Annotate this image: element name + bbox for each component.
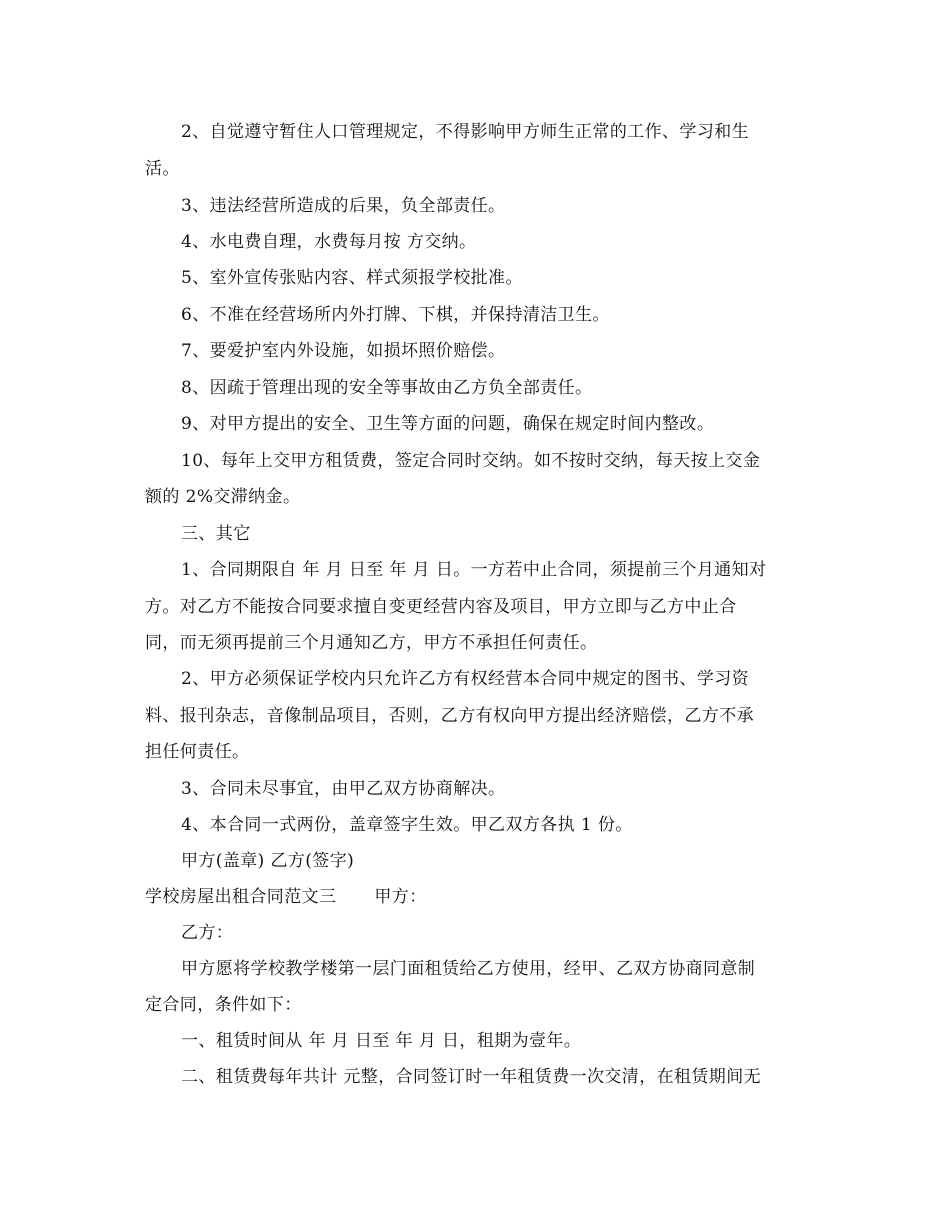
clause-line: 3、合同未尽事宜，由甲乙双方协商解决。 — [181, 779, 506, 799]
clause-line: 2、甲方必须保证学校内只允许乙方有权经营本合同中规定的图书、学习资 — [181, 669, 750, 689]
clause-line: 4、本合同一式两份，盖章签字生效。甲乙双方各执 1 份。 — [181, 815, 633, 835]
clause-line: 方。对乙方不能按合同要求擅自变更经营内容及项目，甲方立即与乙方中止合 — [145, 597, 737, 617]
clause-line: 4、水电费自理，水费每月按 方交纳。 — [181, 232, 477, 252]
clause-line: 1、合同期限自 年 月 日至 年 月 日。一方若中止合同，须提前三个月通知对 — [181, 560, 767, 580]
section-heading: 三、其它 — [181, 524, 251, 544]
party-a-label: 甲方： — [374, 887, 427, 907]
signature-line: 甲方(盖章) 乙方(签字) — [181, 851, 355, 871]
clause-line: 料、报刊杂志，音像制品项目，否则，乙方有权向甲方提出经济赔偿，乙方不承 — [145, 706, 754, 726]
document-title-line — [145, 886, 427, 908]
clause-line: 2、自觉遵守暂住人口管理规定，不得影响甲方师生正常的工作、学习和生 — [181, 122, 750, 142]
clause-line: 7、要爱护室内外设施，如损坏照价赔偿。 — [181, 341, 506, 361]
clause-line: 甲方愿将学校教学楼第一层门面租赁给乙方使用，经甲、乙双方协商同意制 — [181, 959, 756, 979]
clause-line: 活。 — [145, 159, 180, 179]
clause-line: 同，而无须再提前三个月通知乙方，甲方不承担任何责任。 — [145, 633, 598, 653]
clause-line: 定合同，条件如下： — [145, 995, 302, 1015]
clause-line: 9、对甲方提出的安全、卫生等方面的问题，确保在规定时间内整改。 — [181, 414, 715, 434]
clause-line: 一、租赁时间从 年 月 日至 年 月 日，租期为壹年。 — [181, 1031, 582, 1051]
clause-line: 担任何责任。 — [145, 742, 250, 762]
clause-line: 3、违法经营所造成的后果，负全部责任。 — [181, 196, 506, 216]
party-b-label: 乙方： — [181, 923, 234, 943]
clause-line: 二、租赁费每年共计 元整，合同签订时一年租赁费一次交清，在租赁期间无 — [181, 1067, 762, 1087]
clause-line: 8、因疏于管理出现的安全等事故由乙方负全部责任。 — [181, 378, 593, 398]
clause-line: 6、不准在经营场所内外打牌、下棋，并保持清洁卫生。 — [181, 305, 610, 325]
document-title: 学校房屋出租合同范文三 — [145, 887, 337, 907]
clause-line: 5、室外宣传张贴内容、样式须报学校批准。 — [181, 268, 523, 288]
clause-line: 10、每年上交甲方租赁费，签定合同时交纳。如不按时交纳，每天按上交金 — [181, 451, 761, 471]
clause-line: 额的 2%交滞纳金。 — [145, 487, 301, 507]
